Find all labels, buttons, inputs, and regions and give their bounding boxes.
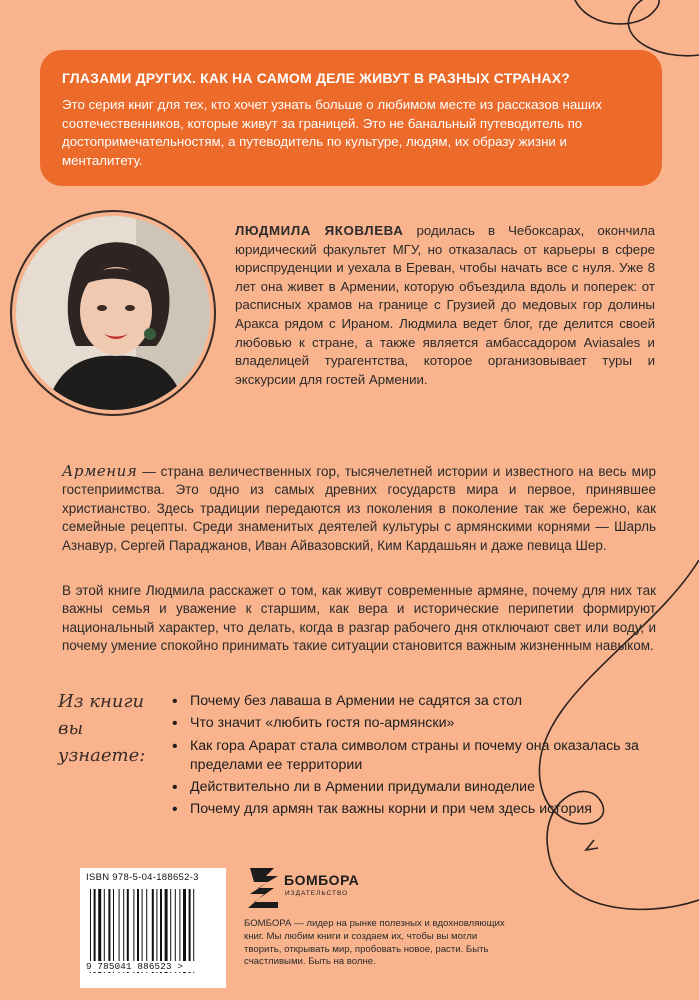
isbn-block xyxy=(80,868,226,988)
barcode-digits: 9 785041 886523 > xyxy=(86,961,220,972)
armenia-text: — страна величественных гор, тысячелетней истории и известного на весь мир гостеприимства. Это одно из самых древних государств мира и первое, принявшее христианство. Здесь традиции передаются из поколения в поколение так же бережно, как семейные рецепты. Среди знаменитых деятелей культуры с армянскими корнями — Шарль Азнавур, Сергей Параджанов, Иван Айвазовский, Ким Кардашьян и даже певица Шер. xyxy=(62,464,656,553)
armenia-paragraph xyxy=(62,462,656,555)
list-item: • Что значит «любить гостя по-армянски» xyxy=(172,714,672,733)
publisher-logo-name: БОМБОРА xyxy=(284,872,360,888)
series-banner xyxy=(40,50,662,186)
author-bio-text: родилась в Чебоксарах, окончила юридический факультет МГУ, но отказалась от карьеры в сфере юриспруденции и уехала в Ереван, чтобы начать все с нуля. Уже 8 лет она живет в Армении, которую объездила вдоль и поперек: от расписных храмов на границе с Грузией до медовых гор долины Аракса рядом с Ираном. Людмила ведет блог, где делится своей любовью к стране, а также является амбассадором Aviasales и владелицей турагентства, которое организовывает туры и экскурсии для гостей Армении. xyxy=(235,223,655,387)
series-description: Это серия книг для тех, кто хочет узнать больше о любимом месте из рассказов наших соотечественников, которые живут за границей. Это не банальный путеводитель по достопримечательностям, а путеводитель по культуре, людям, их образу жизни и менталитету. xyxy=(62,97,602,168)
learn-list xyxy=(172,692,672,823)
list-item: • Почему для армян так важны корни и при чем здесь история xyxy=(172,800,672,819)
learn-title: Из книги вы узнаете: xyxy=(58,691,146,766)
author-bio xyxy=(235,222,655,389)
list-item: • Действительно ли в Армении придумали виноделие xyxy=(172,778,672,797)
publisher-description: БОМБОРА — лидер на рынке полезных и вдохновляющих книг. Мы любим книги и создаем их, чтобы вы могли творить, открывать мир, пробовать новое, расти. Быть счастливыми. Быть на волне. xyxy=(244,918,505,968)
author-photo xyxy=(16,216,210,410)
armenia-lead: Армения xyxy=(62,462,138,480)
series-title: ГЛАЗАМИ ДРУГИХ. КАК НА САМОМ ДЕЛЕ ЖИВУТ В РАЗНЫХ СТРАНАХ? xyxy=(62,70,571,86)
book-paragraph: В этой книге Людмила расскажет о том, как живут современные армяне, почему для них так важны семья и уважение к старшим, как вера и исторические перипетии формируют национальный характер, что делать, когда в разгар рабочего дня отключают свет или воду, и почему умение спокойно принимать такие ситуации становится важным жизненным навыком. xyxy=(62,583,656,654)
list-item: • Почему без лаваша в Армении не садятся за стол xyxy=(172,692,672,711)
list-item: • Как гора Арарат стала символом страны и почему она оказалась за пределами ее территории xyxy=(172,737,672,776)
publisher-logo-sub: ИЗДАТЕЛЬСТВО xyxy=(285,890,349,897)
isbn-label: ISBN 978-5-04-188652-3 xyxy=(86,872,199,883)
author-name: ЛЮДМИЛА ЯКОВЛЕВА xyxy=(235,223,404,238)
